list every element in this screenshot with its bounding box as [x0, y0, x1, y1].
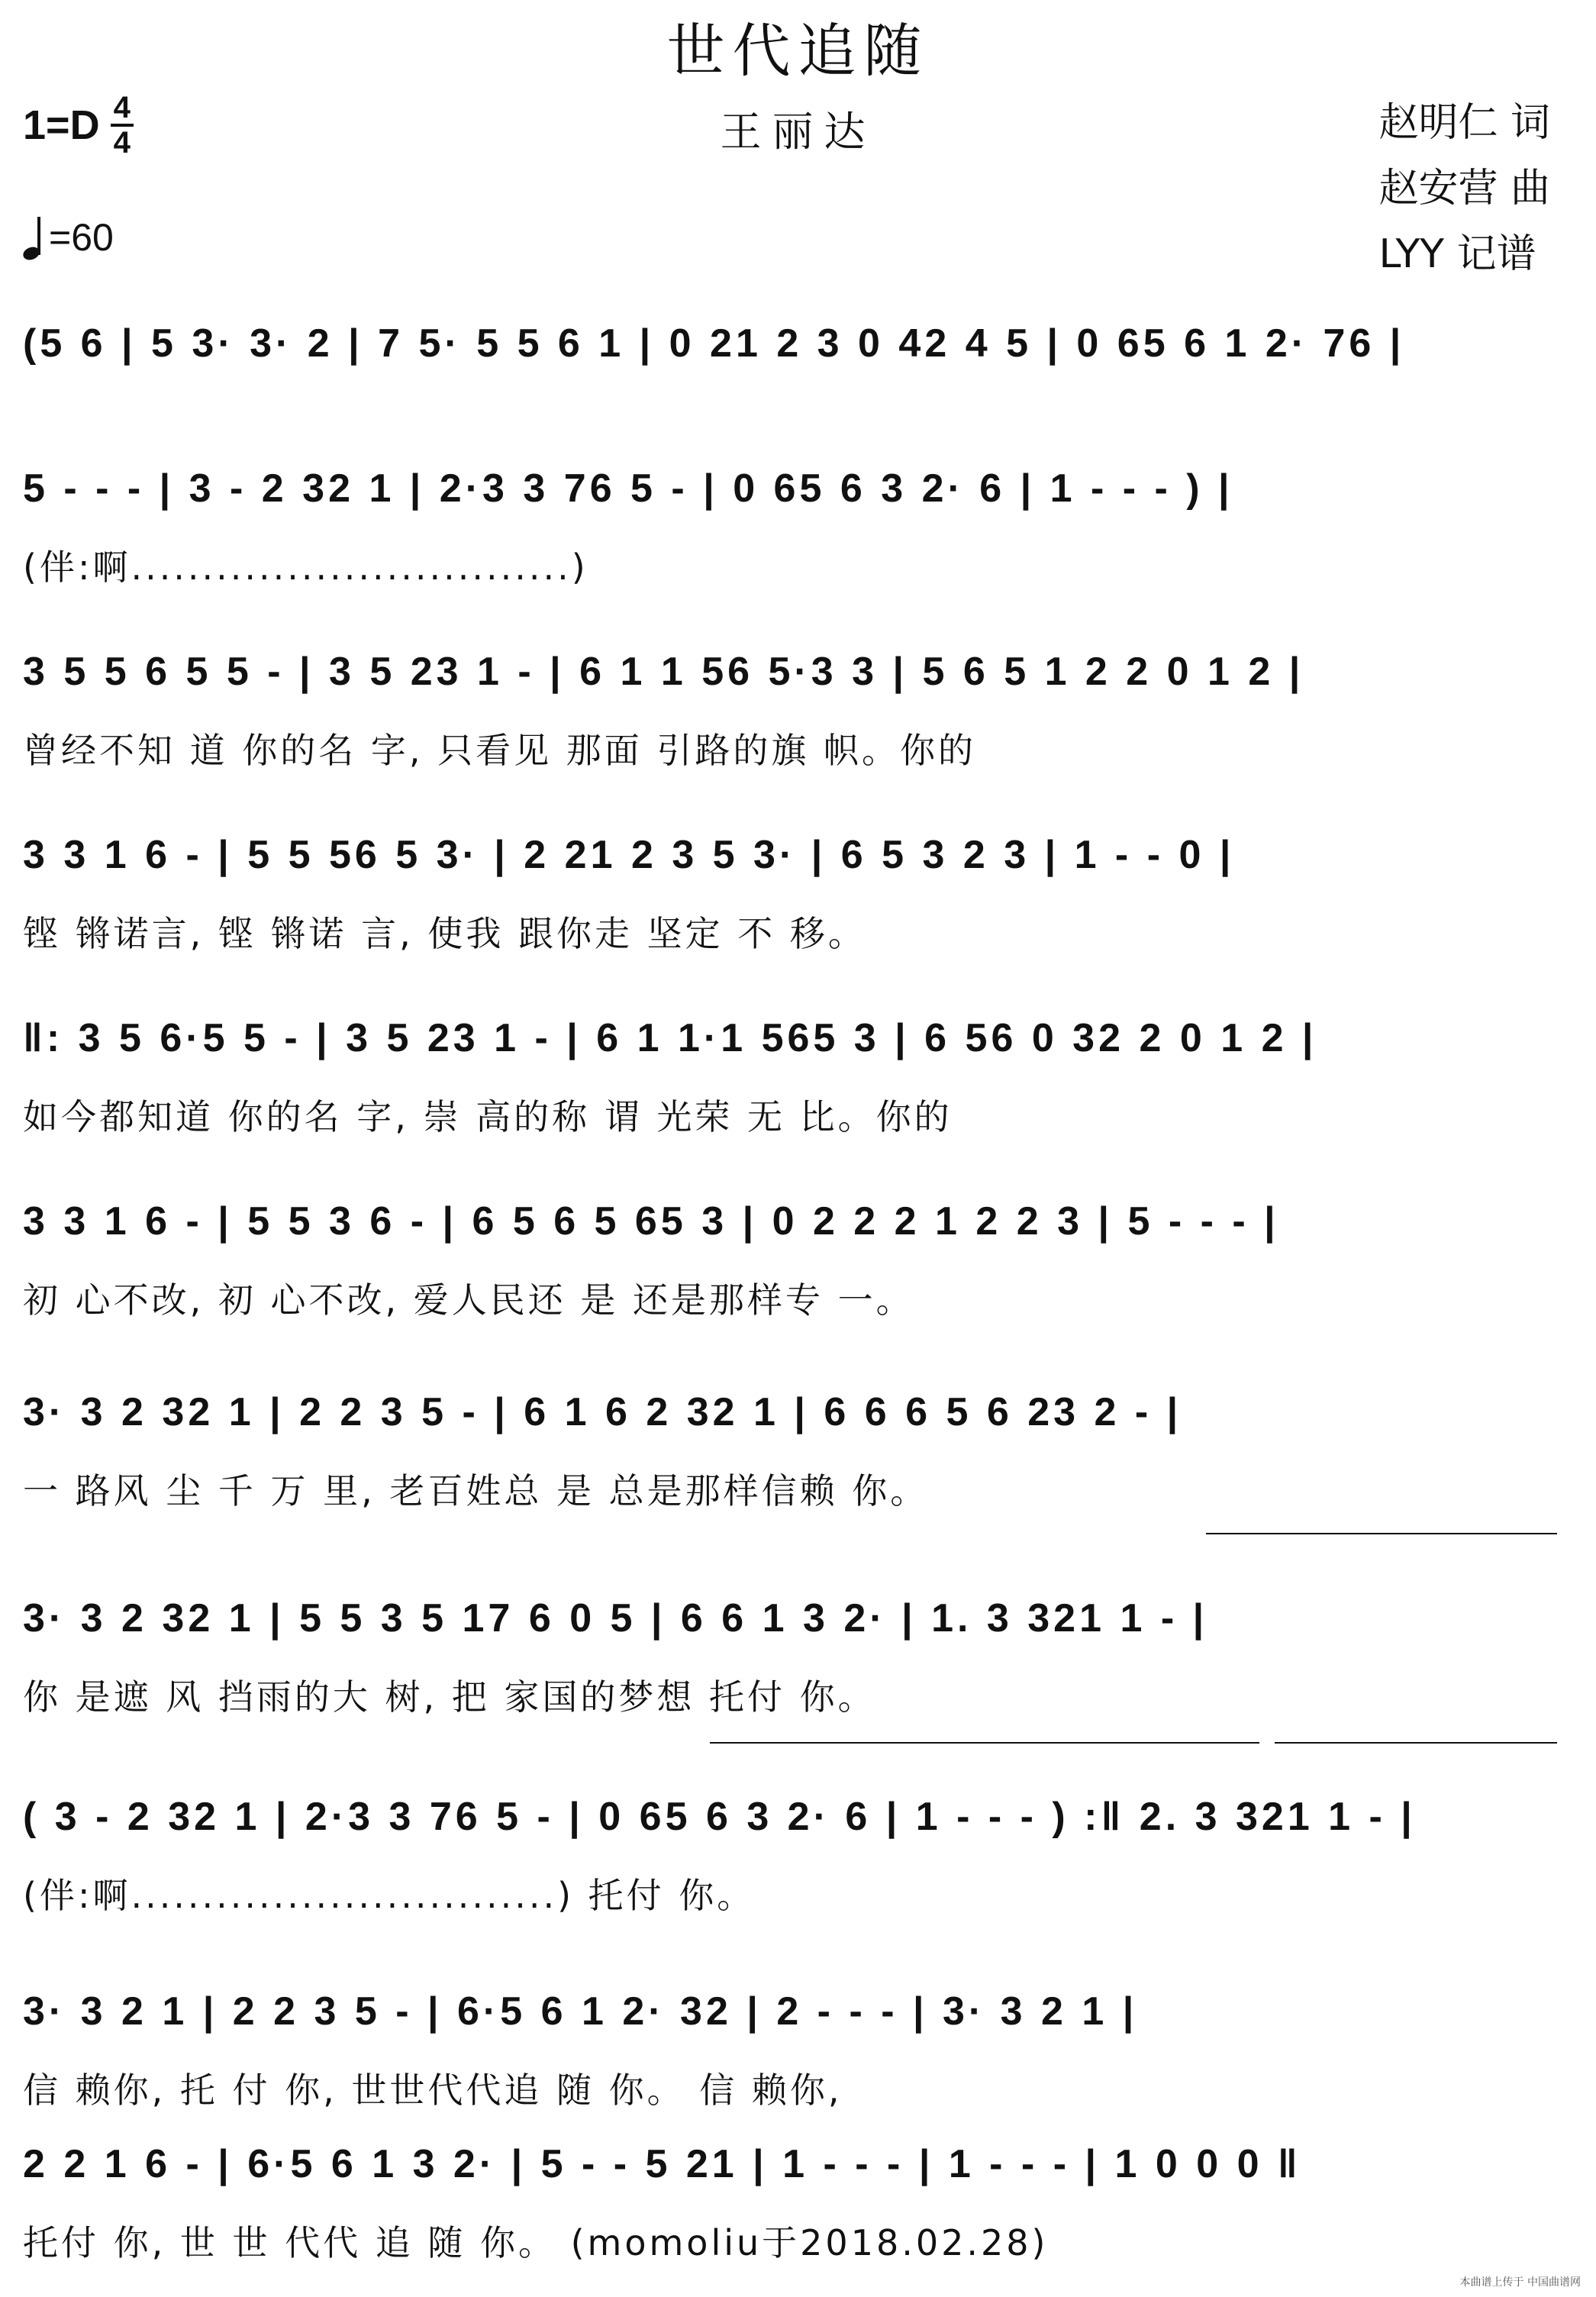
lyric-line: 托付 你, 世 世 代代 追 随 你。 (momoliu于2018.02.28)	[23, 2222, 1049, 2263]
notation-line: ( 3 - 2 32 1 | 2·3 3 76 5 - | 0 65 6 3 2· 6 | 1 - - - ) :‖ 2. 3 321 1 - |	[23, 1795, 1416, 1839]
score-row-8	[23, 1573, 1573, 1748]
score-row-2	[23, 443, 1573, 618]
site-watermark: 本曲谱上传于 中国曲谱网	[1459, 2276, 1581, 2289]
score-row-4	[23, 809, 1573, 985]
score-row-9	[23, 1771, 1573, 1947]
lyric-line: 铿 锵诺言, 铿 锵诺 言, 使我 跟你走 坚定 不 移。	[23, 913, 866, 954]
score-row-7	[23, 1366, 1573, 1542]
notation-line: 3 3 1 6 - | 5 5 3 6 - | 6 5 6 5 65 3 | 0 2 2 2 1 2 2 3 | 5 - - - |	[23, 1199, 1279, 1244]
notation-line: 3· 3 2 32 1 | 2 2 3 5 - | 6 1 6 2 32 1 | 6 6 6 5 6 23 2 - |	[23, 1390, 1182, 1434]
lyricist-credit: 赵明仁 词	[1378, 100, 1550, 146]
lyric-line: 初 心不改, 初 心不改, 爱人民还 是 还是那样专 一。	[23, 1279, 914, 1321]
key-label: 1=D	[23, 102, 100, 148]
singer-name: 王丽达	[720, 108, 876, 156]
notation-line: (5 6 | 5 3· 3· 2 | 7 5· 5 5 6 1 | 0 21 2 3 0 42 4 5 | 0 65 6 1 2· 76 |	[23, 321, 1405, 366]
lyric-line: (伴:啊...............................)	[23, 547, 588, 588]
lyric-line: 你 是遮 风 挡雨的大 树, 把 家国的梦想 托付 你。	[23, 1676, 876, 1718]
lyric-line: 一 路风 尘 千 万 里, 老百姓总 是 总是那样信赖 你。	[23, 1470, 929, 1511]
score-row-5	[23, 992, 1573, 1168]
notation-line: 3 5 5 6 5 5 - | 3 5 23 1 - | 6 1 1 56 5·3 3 | 5 6 5 1 2 2 0 1 2 |	[23, 650, 1304, 694]
notation-line: 3· 3 2 1 | 2 2 3 5 - | 6·5 6 1 2· 32 | 2 - - - | 3· 3 2 1 |	[23, 1989, 1138, 2034]
notation-line: 5 - - - | 3 - 2 32 1 | 2·3 3 76 5 - | 0 65 6 3 2· 6 | 1 - - - ) |	[23, 466, 1233, 511]
tempo-marking	[23, 215, 114, 260]
lyric-line: 如今都知道 你的名 字, 崇 高的称 谓 光荣 无 比。你的	[23, 1096, 953, 1137]
tempo-value: =60	[49, 216, 114, 259]
song-title: 世代追随	[666, 17, 930, 85]
notation-line: 2 2 1 6 - | 6·5 6 1 3 2· | 5 - - 5 21 | 1 - - - | 1 - - - | 1 0 0 0 ‖	[23, 2142, 1301, 2186]
notation-line: ‖: 3 5 6·5 5 - | 3 5 23 1 - | 6 1 1·1 565 3 | 6 56 0 32 2 0 1 2 |	[23, 1016, 1317, 1060]
quarter-note-icon	[23, 215, 43, 260]
lyric-line: (伴:啊..............................) 托付 你。	[23, 1875, 756, 1916]
notation-line: 3 3 1 6 - | 5 5 56 5 3· | 2 21 2 3 5 3· | 6 5 3 2 3 | 1 - - 0 |	[23, 833, 1235, 877]
score-row-3	[23, 626, 1573, 802]
composer-credit: 赵安营 曲	[1378, 166, 1550, 211]
transcriber-credit: LYY 记谱	[1378, 231, 1536, 277]
time-numerator: 4	[111, 92, 134, 127]
score-row-10	[23, 1966, 1573, 2141]
score-row-6	[23, 1176, 1573, 1351]
score-row-11	[23, 2118, 1573, 2294]
notation-line: 3· 3 2 32 1 | 5 5 3 5 17 6 0 5 | 6 6 1 3 2· | 1. 3 321 1 - |	[23, 1596, 1208, 1640]
credits	[1378, 90, 1550, 287]
time-denominator: 4	[113, 126, 131, 160]
volta-1-bracket	[1206, 1533, 1557, 1534]
lyric-line: 曾经不知 道 你的名 字, 只看见 那面 引路的旗 帜。你的	[23, 730, 976, 771]
lyric-line: 信 赖你, 托 付 你, 世世代代追 随 你。 信 赖你,	[23, 2070, 843, 2111]
volta-2-bracket	[1275, 1742, 1557, 1744]
repeat-span-line	[710, 1742, 1259, 1744]
